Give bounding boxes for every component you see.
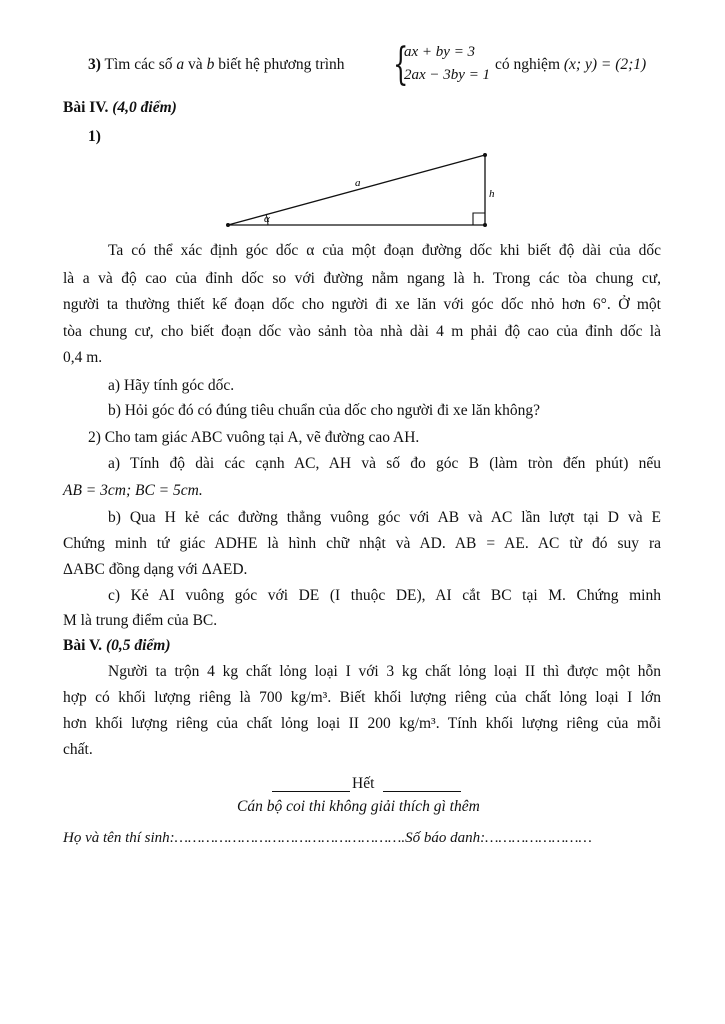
- candidate-number-dots: ……………………: [485, 830, 592, 846]
- top-point: [483, 153, 487, 157]
- p1-line-4: tòa chung cư, cho biết đoạn dốc vào sảnh tòa nhà dài 4 m phải độ cao của đỉnh dốc là: [63, 323, 661, 340]
- candidate-number-label: Số báo danh:: [405, 830, 486, 846]
- q3-prefix: Tìm các số: [104, 56, 173, 73]
- bai5-line-3: hơn khối lượng riêng của chất lỏng loại II 200 kg/m³. Tính khối lượng riêng của mỗi: [63, 715, 661, 732]
- foot-point: [483, 223, 487, 227]
- part-2-intro: 2) Cho tam giác ABC vuông tại A, vẽ đường cao AH.: [88, 429, 420, 446]
- question-2b-line-3: ΔABC đồng dạng với ΔAED.: [63, 561, 248, 578]
- label-a: a: [355, 177, 361, 189]
- q3-prompt: [88, 56, 345, 74]
- question-2a-line-2: AB = 3cm; BC = 5cm.: [63, 482, 203, 499]
- question-2c-line-2: M là trung điểm của BC.: [63, 612, 218, 629]
- bai5-heading: [63, 637, 171, 655]
- question-2b-line-2: Chứng minh tứ giác ADHE là hình chữ nhật và AD. AB = AE. AC từ đó suy ra: [63, 535, 661, 552]
- question-1a: a) Hãy tính góc dốc.: [108, 377, 235, 394]
- q3-suffix-text: có nghiệm: [495, 56, 560, 73]
- label-alpha: α: [264, 213, 270, 225]
- q3-suffix: [495, 56, 646, 74]
- candidate-name-label: Họ và tên thí sinh:: [63, 830, 175, 846]
- bai5-line-4: chất.: [63, 741, 93, 758]
- bai5-points: (0,5 điểm): [105, 637, 171, 654]
- p1-line-3: người ta thường thiết kế đoạn dốc cho người đi xe lăn với góc dốc nhỏ hơn 6°. Ở một: [63, 296, 661, 313]
- bai4-title: Bài IV.: [63, 99, 109, 116]
- question-2c-line-1: c) Kẻ AI vuông góc với DE (I thuộc DE), AI cắt BC tại M. Chứng minh: [108, 587, 661, 604]
- candidate-name-dots: …………………………………………….: [174, 830, 406, 846]
- bai4-heading: [63, 99, 177, 117]
- end-rule-right: [383, 791, 461, 792]
- q3-number: 3): [88, 56, 101, 73]
- end-marker: Hết: [352, 775, 375, 792]
- bai5-line-2: hợp có khối lượng riêng là 700 kg/m³. Biết khối lượng riêng của chất lỏng loại I lớn: [63, 689, 661, 706]
- ramp-figure: [0, 140, 725, 380]
- bai4-points: (4,0 điểm): [112, 99, 177, 116]
- question-1b: b) Hỏi góc đó có đúng tiêu chuẩn của dốc cho người đi xe lăn không?: [108, 402, 540, 419]
- q3-var-b: b: [206, 56, 215, 73]
- vertex-point: [226, 223, 230, 227]
- label-h: h: [489, 188, 495, 200]
- candidate-name-field: [63, 830, 592, 847]
- p1-line-5: 0,4 m.: [63, 349, 103, 366]
- end-rule-left: [272, 791, 350, 792]
- question-2a-line-1: a) Tính độ dài các cạnh AC, AH và số đo góc B (làm tròn đến phút) nếu: [108, 455, 661, 472]
- bai5-title: Bài V.: [63, 637, 103, 654]
- q3-and: và: [188, 56, 203, 73]
- bai4-part1-number: 1): [88, 128, 101, 145]
- bai5-line-1: Người ta trộn 4 kg chất lỏng loại I với 3 kg chất lỏng loại II thì được một hỗn: [108, 663, 661, 680]
- p1-line-2: là a và độ cao của đỉnh dốc so với đường nằm ngang là h. Trong các tòa chung cư,: [63, 270, 661, 287]
- system-equation-1: ax + by = 3: [404, 44, 476, 60]
- proctor-note: Cán bộ coi thi không giải thích gì thêm: [237, 798, 480, 815]
- q3-mid: biết hệ phương trình: [218, 56, 345, 73]
- p1-line-1: Ta có thể xác định góc dốc α của một đoạn đường dốc khi biết độ dài của dốc: [108, 242, 661, 259]
- q3-var-a: a: [176, 56, 185, 73]
- system-brace: {: [393, 39, 409, 90]
- system-equation-2: 2ax − 3by = 1: [404, 67, 491, 83]
- q3-solution: (x; y) = (2;1): [563, 56, 647, 73]
- question-2b-line-1: b) Qua H kẻ các đường thẳng vuông góc với AB và AC lần lượt tại D và E: [108, 509, 661, 526]
- right-angle-mark: [473, 213, 485, 225]
